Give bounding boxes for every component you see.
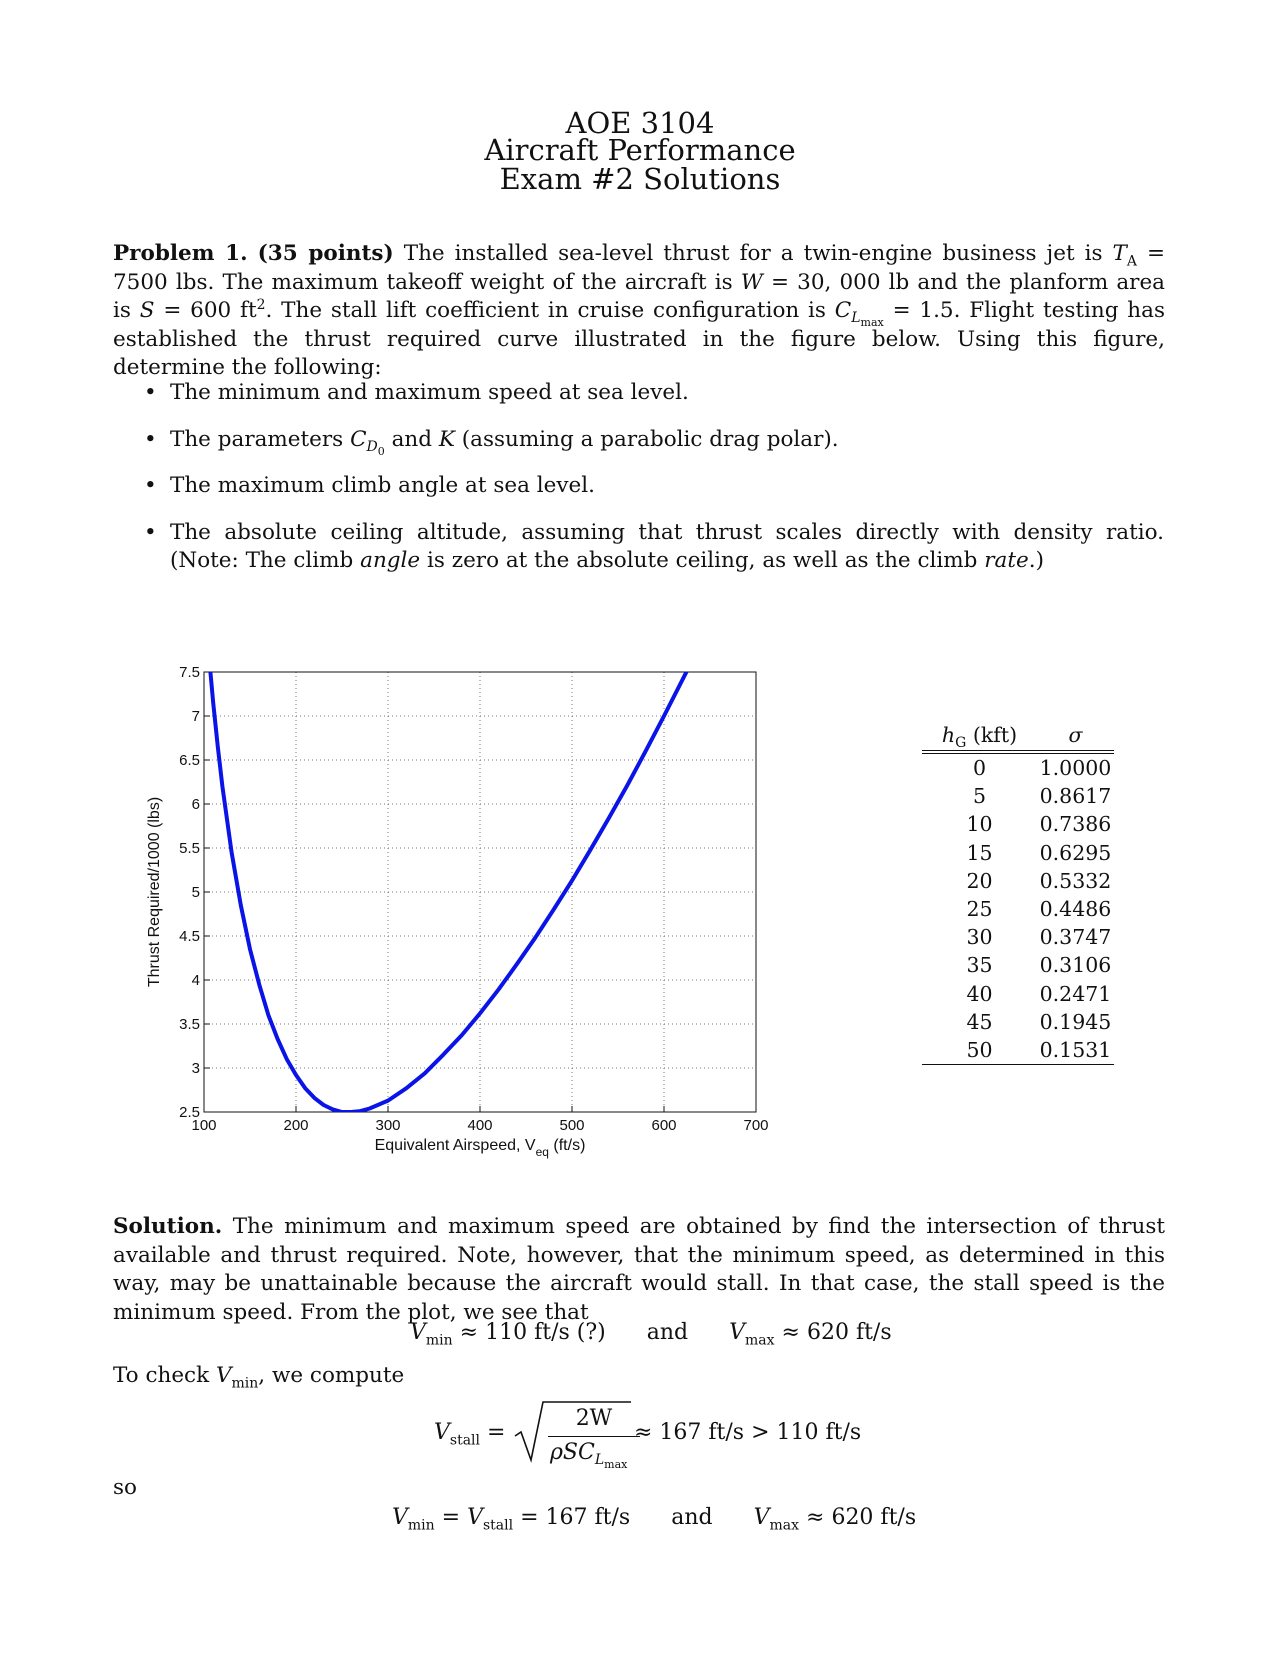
so-text: so xyxy=(113,1475,137,1500)
sigma-cell: 0.6295 xyxy=(1039,840,1112,865)
stall-result: ≈ 167 ft/s > 110 ft/s xyxy=(634,1420,862,1445)
list-item: • The absolute ceiling altitude, assuming that thrust scales directly with density ratio. (Note: The climb angle is zero at the absolute ceiling, as well as the climb rate.) xyxy=(144,519,1164,573)
altitude-cell: 25 xyxy=(966,897,993,922)
x-tick-label: 300 xyxy=(375,1117,401,1134)
table-row xyxy=(922,752,1114,782)
y-tick-label: 4.5 xyxy=(179,928,200,945)
problem-label: Problem 1. xyxy=(113,241,248,266)
thrust-required-curve xyxy=(210,660,696,1112)
equation-vmin-vmax: $V_{min} \approx 110$ ft/s (?) and $V_{max} \approx 620$ ft/s xyxy=(410,1320,892,1349)
y-axis-label: Thrust Required/1000 (lbs) xyxy=(146,796,163,988)
table-row xyxy=(922,810,1114,838)
x-tick-label: 200 xyxy=(283,1117,309,1134)
sigma-cell: 0.2471 xyxy=(1039,981,1112,1006)
course-code: AOE 3104 xyxy=(565,106,715,140)
sigma-cell: 0.4486 xyxy=(1039,897,1112,922)
sigma-cell: 1.0000 xyxy=(1039,756,1112,781)
equation-vstall: $V_{stall}$ = 2W ρSC$_{L_{max}}$ ≈ 167 ft/s > 110 ft/s xyxy=(434,1398,874,1478)
table-row xyxy=(922,923,1114,951)
altitude-cell: 35 xyxy=(966,953,993,978)
y-tick-label: 7.5 xyxy=(179,664,200,681)
x-tick-label: 700 xyxy=(743,1117,769,1134)
altitude-cell: 0 xyxy=(972,756,987,781)
altitude-cell: 50 xyxy=(922,1036,1037,1065)
x-tick-label: 100 xyxy=(191,1117,217,1134)
table-row xyxy=(922,1008,1114,1036)
fraction-bar xyxy=(548,1436,640,1437)
altitude-cell: 5 xyxy=(972,784,987,809)
x-tick-label: 400 xyxy=(467,1117,493,1134)
problem-text: = 30, 000 lb and the planform area is xyxy=(113,269,1165,323)
problem-text: . The stall lift coefficient in cruise configuration is xyxy=(265,298,826,323)
sigma-cell: 0.3106 xyxy=(1039,953,1112,978)
x-axis-label: Equivalent Airspeed, $V_{eq}$ (ft/s) xyxy=(374,1137,586,1159)
sigma-cell: 0.7386 xyxy=(1039,812,1112,837)
table-row xyxy=(922,895,1114,923)
table-row xyxy=(922,951,1114,979)
y-tick-label: 6 xyxy=(191,796,200,813)
document-subtitle: Exam #2 Solutions xyxy=(499,162,781,196)
equation-final: $V_{min} = V_{stall} = 167$ ft/s and $V_{max} \approx 620$ ft/s xyxy=(392,1505,917,1534)
problem-statement: Problem 1. (35 points) The installed sea-level thrust for a twin-engine business jet is $T_A = 7500$ lbs. The maximum takeoff weight of the aircraft is W = 30, 000 lb and the planform area is S = 600 $ft^2$. The stall lift coefficient in cruise configuration is $C_{L_{max}} = 1.5$. Flight testing has established the thrust required curve illustrated in the figure below. Using this figure, determine the following: xyxy=(113,241,1166,380)
sigma-cell: 0.8617 xyxy=(1039,784,1112,809)
sigma-cell: 0.1531 xyxy=(1037,1036,1114,1065)
thrust-required-chart xyxy=(140,660,780,1160)
density-ratio-table xyxy=(922,720,1114,1065)
list-item: • The parameters $C_{D_0}$ and K (assuming a parabolic drag polar). xyxy=(144,426,839,458)
x-tick-label: 500 xyxy=(559,1117,585,1134)
y-tick-label: 5 xyxy=(191,884,200,901)
sigma-cell: 0.3747 xyxy=(1039,925,1112,950)
list-item: • The maximum climb angle at sea level. xyxy=(144,473,595,498)
altitude-cell: 15 xyxy=(966,840,993,865)
problem-text: = 600 ft xyxy=(163,298,257,323)
y-tick-label: 2.5 xyxy=(179,1104,200,1121)
sigma-header: σ xyxy=(1037,720,1114,752)
sigma-cell: 0.5332 xyxy=(1039,868,1112,893)
problem-text: The installed sea-level thrust for a twin-engine business jet is xyxy=(403,241,1103,266)
fraction-denominator: ρSC$_{L_{max}}$ xyxy=(550,1440,628,1472)
table-row xyxy=(922,980,1114,1008)
altitude-header: $h_G$ (kft) xyxy=(922,720,1037,752)
y-tick-label: 7 xyxy=(191,708,200,725)
y-tick-label: 3 xyxy=(191,1060,200,1077)
x-tick-label: 600 xyxy=(651,1117,677,1134)
problem-text: = 1.5. Flight testing has established the thrust required curve illustrated in the figure below. Using this figure, determine the following: xyxy=(113,298,1166,380)
list-item: • The minimum and maximum speed at sea level. xyxy=(144,380,689,405)
problem-text: = 7500 lbs. The maximum takeoff weight of the aircraft is xyxy=(113,241,1166,295)
problem-points: (35 points) xyxy=(257,241,394,266)
check-text: To check $V_{min}$, we compute xyxy=(113,1363,405,1392)
altitude-cell: 20 xyxy=(966,868,993,893)
altitude-cell: 45 xyxy=(966,1009,993,1034)
y-tick-label: 6.5 xyxy=(179,752,200,769)
table-row xyxy=(922,782,1114,810)
table-row xyxy=(922,1036,1114,1065)
altitude-cell: 40 xyxy=(966,981,993,1006)
y-tick-label: 5.5 xyxy=(179,840,200,857)
task-list xyxy=(144,379,1164,594)
altitude-cell: 30 xyxy=(966,925,993,950)
y-tick-label: 3.5 xyxy=(179,1016,200,1033)
y-tick-label: 4 xyxy=(191,972,200,989)
solution-text: Solution. The minimum and maximum speed are obtained by find the intersection of thrust available and thrust required. Note, however, that the minimum speed, as determined in this way, may be unattainable because the aircraft would stall. In that case, the stall speed is the minimum speed. From the plot, we see that xyxy=(113,1214,1165,1325)
fraction-numerator: 2W xyxy=(575,1406,613,1431)
altitude-cell: 10 xyxy=(966,812,993,837)
chart-grid xyxy=(204,672,756,1112)
sigma-cell: 0.1945 xyxy=(1039,1009,1112,1034)
table-row xyxy=(922,867,1114,895)
document-title: Aircraft Performance xyxy=(484,133,796,167)
table-row xyxy=(922,839,1114,867)
solution-label: Solution. xyxy=(113,1214,223,1239)
